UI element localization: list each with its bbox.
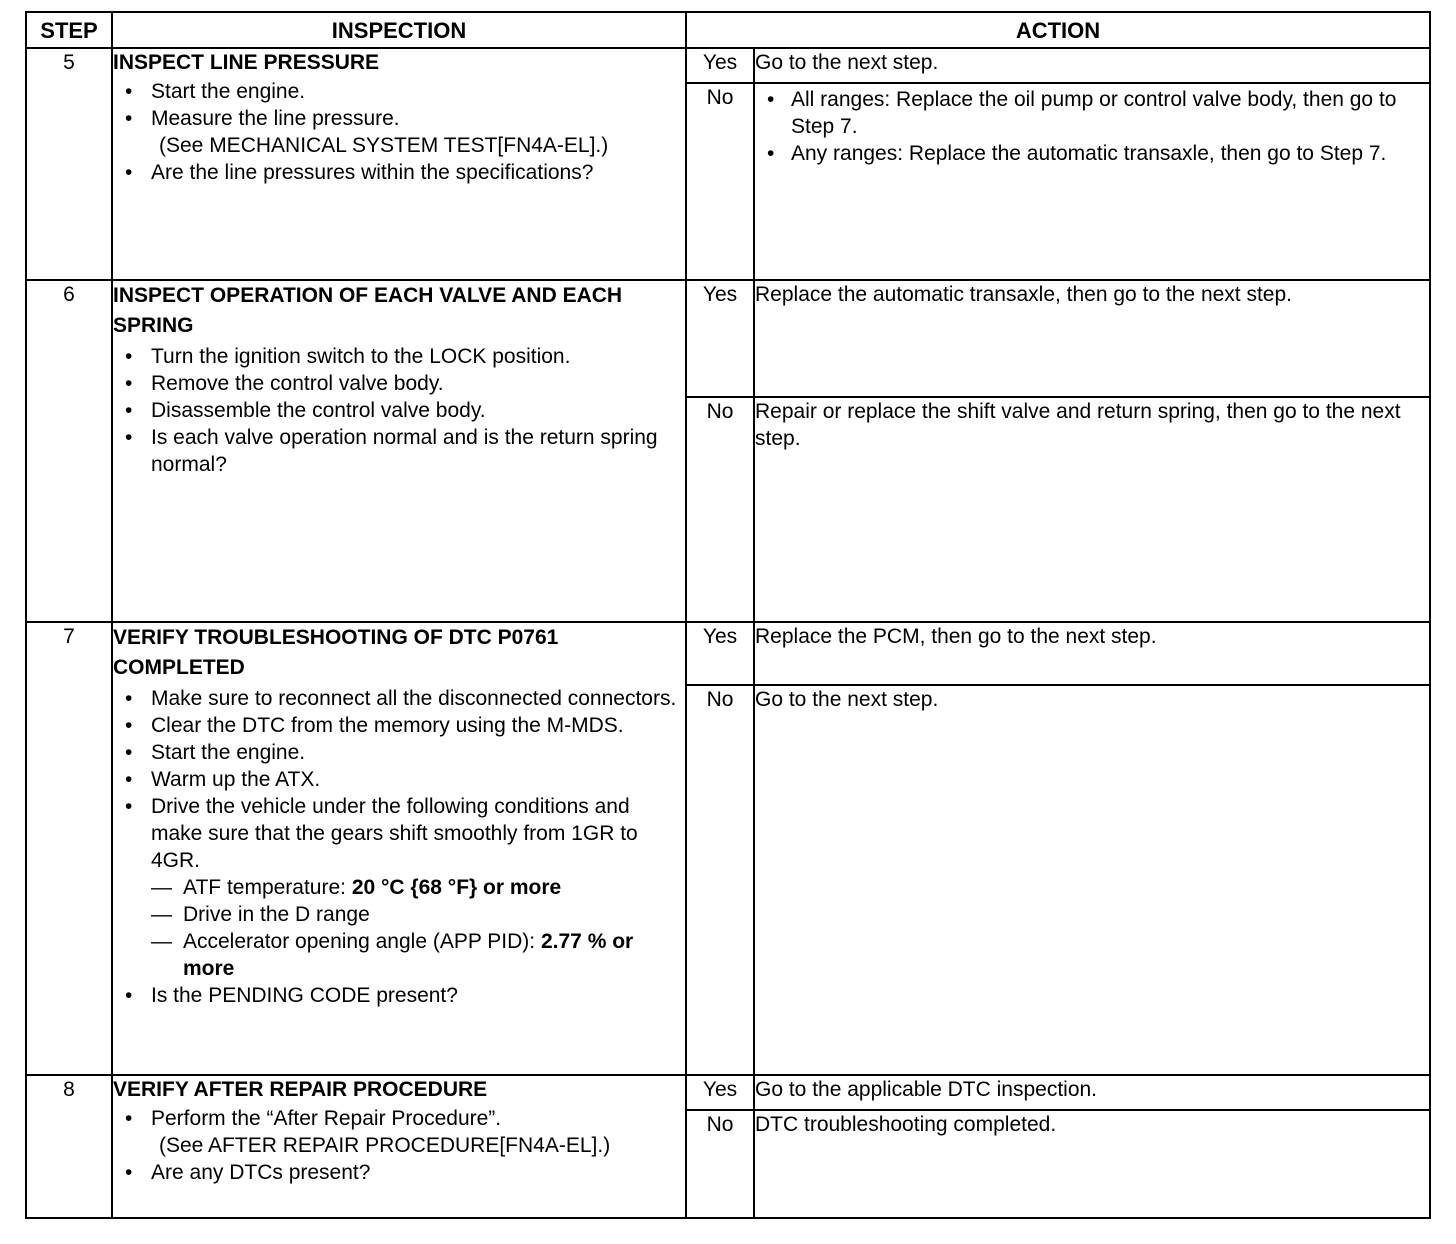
list-item: • Is each valve operation normal and is the return spring normal? <box>113 424 685 478</box>
step-number: 8 <box>26 1075 112 1218</box>
list-item: • Are any DTCs present? <box>113 1159 685 1186</box>
yes-label: Yes <box>686 48 754 83</box>
list-item: • All ranges: Replace the oil pump or control valve body, then go to Step 7. <box>755 86 1429 140</box>
no-label: No <box>686 83 754 280</box>
list-item: • Measure the line pressure. (See MECHANICAL SYSTEM TEST[FN4A-EL].) <box>113 105 685 159</box>
step-7-yes-row <box>26 622 1430 685</box>
list-item: • Any ranges: Replace the automatic transaxle, then go to Step 7. <box>755 140 1429 167</box>
reference-text: (See MECHANICAL SYSTEM TEST[FN4A-EL].) <box>159 134 609 157</box>
step-7-inspection <box>112 622 686 1075</box>
no-action <box>754 83 1430 280</box>
condition-item: — ATF temperature: 20 °C {68 °F} or more <box>151 874 685 901</box>
header-step: STEP <box>26 12 112 48</box>
header-inspection: INSPECTION <box>112 12 686 48</box>
list-item: • Clear the DTC from the memory using the M-MDS. <box>113 712 685 739</box>
step-number: 6 <box>26 280 112 622</box>
yes-action: Replace the automatic transaxle, then go to the next step. <box>754 280 1430 397</box>
list-item: • Drive the vehicle under the following conditions and make sure that the gears shift smoothly from 1GR to 4GR. — ATF temperature: 20 °C {68 °F} or more — Drive in the D range — Accelerator opening angle (APP PID): 2.77 % or more <box>113 793 685 982</box>
header-row <box>26 12 1430 48</box>
step-title: INSPECT OPERATION OF EACH VALVE AND EACH SPRING <box>113 284 623 337</box>
step-6-inspection <box>112 280 686 622</box>
yes-label: Yes <box>686 622 754 685</box>
yes-label: Yes <box>686 1075 754 1110</box>
step-title: INSPECT LINE PRESSURE <box>113 51 380 74</box>
step-8-yes-row <box>26 1075 1430 1110</box>
list-item: • Remove the control valve body. <box>113 370 685 397</box>
list-item: • Disassemble the control valve body. <box>113 397 685 424</box>
no-action: DTC troubleshooting completed. <box>754 1110 1430 1218</box>
header-action: ACTION <box>686 12 1430 48</box>
no-action: Go to the next step. <box>754 685 1430 1075</box>
troubleshooting-table <box>25 11 1431 1219</box>
step-8-inspection <box>112 1075 686 1218</box>
no-label: No <box>686 1110 754 1218</box>
list-item: • Is the PENDING CODE present? <box>113 982 685 1009</box>
list-item: • Are the line pressures within the specifications? <box>113 159 685 186</box>
step-6-yes-row <box>26 280 1430 397</box>
condition-item: — Accelerator opening angle (APP PID): 2.77 % or more <box>151 928 685 982</box>
yes-action: Go to the applicable DTC inspection. <box>754 1075 1430 1110</box>
no-label: No <box>686 685 754 1075</box>
list-item: • Perform the “After Repair Procedure”. (See AFTER REPAIR PROCEDURE[FN4A-EL].) <box>113 1105 685 1159</box>
step-5-yes-row <box>26 48 1430 83</box>
list-item: • Warm up the ATX. <box>113 766 685 793</box>
reference-text: (See AFTER REPAIR PROCEDURE[FN4A-EL].) <box>159 1134 611 1157</box>
step-number: 7 <box>26 622 112 1075</box>
list-item: • Start the engine. <box>113 739 685 766</box>
step-5-inspection <box>112 48 686 280</box>
yes-action: Go to the next step. <box>754 48 1430 83</box>
step-title: VERIFY AFTER REPAIR PROCEDURE <box>113 1078 488 1101</box>
no-action: Repair or replace the shift valve and return spring, then go to the next step. <box>754 397 1430 622</box>
list-item: • Start the engine. <box>113 78 685 105</box>
no-label: No <box>686 397 754 622</box>
list-item: • Make sure to reconnect all the disconnected connectors. <box>113 685 685 712</box>
step-number: 5 <box>26 48 112 280</box>
list-item: • Turn the ignition switch to the LOCK position. <box>113 343 685 370</box>
step-title: VERIFY TROUBLESHOOTING OF DTC P0761 COMPLETED <box>113 626 559 679</box>
yes-action: Replace the PCM, then go to the next step. <box>754 622 1430 685</box>
condition-item: — Drive in the D range <box>151 901 685 928</box>
yes-label: Yes <box>686 280 754 397</box>
